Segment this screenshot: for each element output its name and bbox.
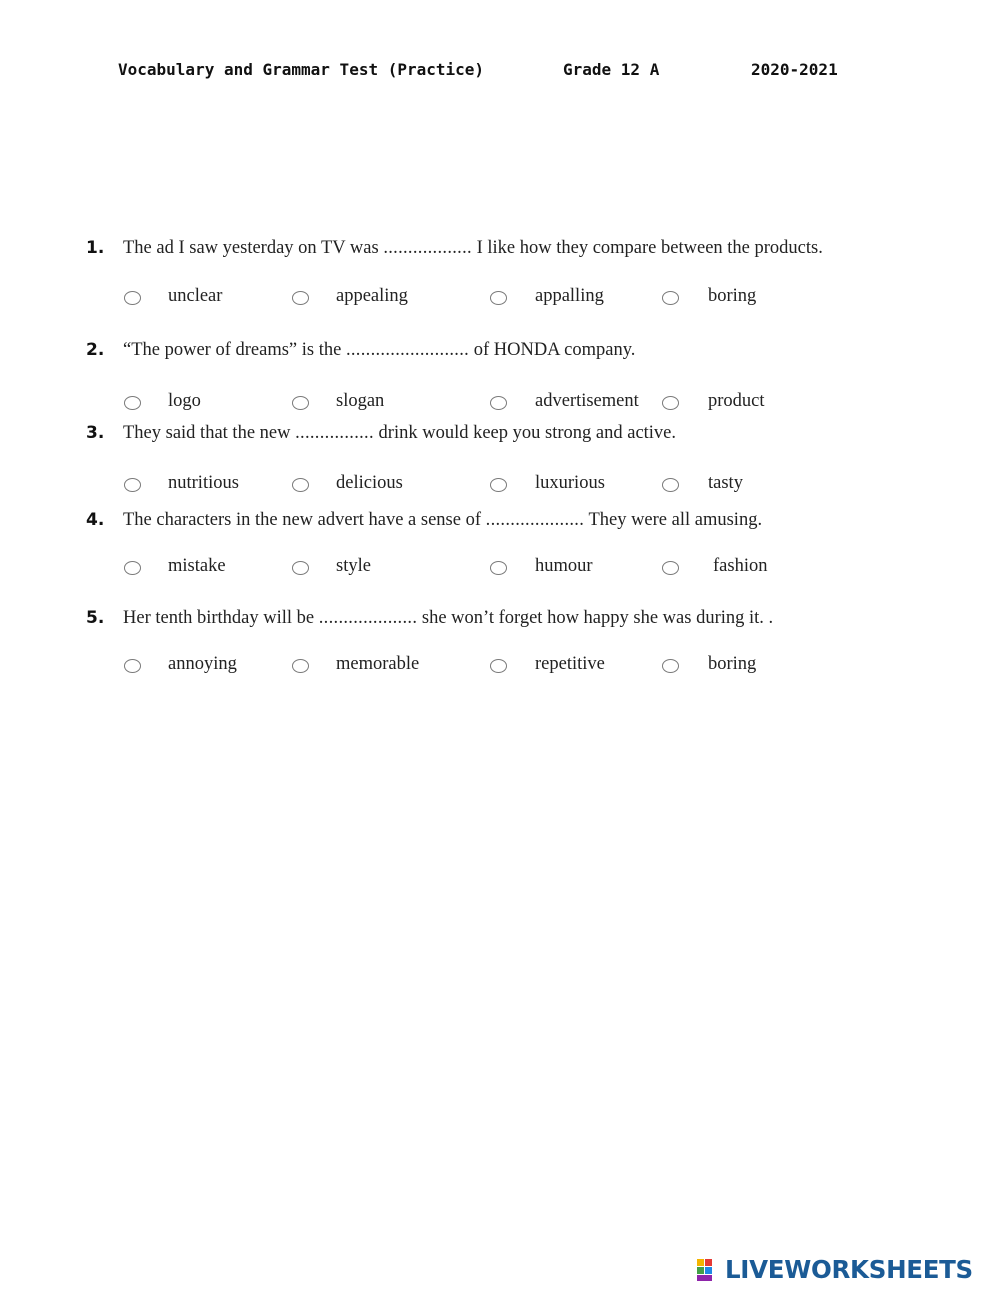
answer-options (86, 556, 966, 582)
radio-circle-icon[interactable] (124, 478, 141, 492)
worksheet-header (0, 60, 1000, 84)
answer-options (86, 473, 966, 499)
question-text (123, 340, 635, 361)
question-stem (86, 510, 966, 536)
option-label: appealing (336, 286, 408, 306)
stem-after: drink would keep you strong and active. (378, 423, 677, 443)
grade-label: Grade 12 A (563, 60, 660, 79)
option-label: tasty (708, 473, 743, 493)
question-5 (86, 608, 966, 680)
stem-after: I like how they compare between the products. (476, 238, 823, 258)
option-label: logo (168, 391, 201, 411)
radio-circle-icon[interactable] (124, 291, 141, 305)
option-label: luxurious (535, 473, 605, 493)
question-3 (86, 423, 966, 499)
test-title: Vocabulary and Grammar Test (Practice) (118, 60, 485, 79)
question-text (123, 238, 823, 259)
logo-text: LIVEWORKSHEETS (725, 1255, 973, 1284)
question-1 (86, 238, 966, 312)
radio-circle-icon[interactable] (490, 478, 507, 492)
option-label: appalling (535, 286, 604, 306)
answer-options (86, 391, 966, 417)
radio-circle-icon[interactable] (490, 291, 507, 305)
question-text (123, 423, 676, 444)
answer-options (86, 286, 966, 312)
question-number: 3. (86, 423, 105, 443)
option-label: mistake (168, 556, 226, 576)
radio-circle-icon[interactable] (292, 396, 309, 410)
radio-circle-icon[interactable] (662, 659, 679, 673)
option-label: memorable (336, 654, 420, 674)
option-label: boring (708, 286, 757, 306)
option-label: unclear (168, 286, 223, 306)
radio-circle-icon[interactable] (124, 396, 141, 410)
option-label: product (708, 391, 765, 411)
option-label: humour (535, 556, 593, 576)
radio-circle-icon[interactable] (662, 478, 679, 492)
question-text (123, 510, 762, 531)
radio-circle-icon[interactable] (662, 396, 679, 410)
question-number: 2. (86, 340, 105, 360)
radio-circle-icon[interactable] (124, 561, 141, 575)
option-label: repetitive (535, 654, 605, 674)
answer-blank: ......................... (345, 340, 470, 360)
question-text (123, 608, 773, 629)
answer-blank: .................... (485, 510, 585, 530)
liveworksheets-logo[interactable] (697, 1255, 993, 1285)
option-label: delicious (336, 473, 403, 493)
liveworksheets-blocks-icon (697, 1259, 721, 1281)
question-number: 5. (86, 608, 105, 628)
stem-before: The ad I saw yesterday on TV was (123, 238, 379, 258)
radio-circle-icon[interactable] (124, 659, 141, 673)
answer-blank: .................... (318, 608, 418, 628)
radio-circle-icon[interactable] (292, 291, 309, 305)
question-2 (86, 340, 966, 417)
question-stem (86, 608, 966, 634)
stem-after: she won’t forget how happy she was during it. . (421, 608, 774, 628)
answer-blank: .................. (383, 238, 472, 258)
option-label: nutritious (168, 473, 239, 493)
question-number: 1. (86, 238, 105, 258)
radio-circle-icon[interactable] (662, 561, 679, 575)
radio-circle-icon[interactable] (662, 291, 679, 305)
option-label: boring (708, 654, 757, 674)
question-stem (86, 340, 966, 366)
radio-circle-icon[interactable] (292, 561, 309, 575)
radio-circle-icon[interactable] (292, 659, 309, 673)
question-stem (86, 423, 966, 449)
radio-circle-icon[interactable] (490, 659, 507, 673)
option-label: slogan (336, 391, 385, 411)
question-4 (86, 510, 966, 582)
radio-circle-icon[interactable] (490, 561, 507, 575)
school-year: 2020-2021 (751, 60, 838, 79)
stem-before: “The power of dreams” is the (123, 340, 342, 360)
option-label: annoying (168, 654, 237, 674)
stem-after: of HONDA company. (473, 340, 636, 360)
stem-after: They were all amusing. (588, 510, 763, 530)
stem-before: The characters in the new advert have a sense of (123, 510, 482, 530)
answer-blank: ................ (295, 423, 374, 443)
option-label: style (336, 556, 371, 576)
option-label: advertisement (535, 391, 639, 411)
stem-before: They said that the new (123, 423, 291, 443)
question-number: 4. (86, 510, 105, 530)
radio-circle-icon[interactable] (292, 478, 309, 492)
answer-options (86, 654, 966, 680)
option-label: fashion (713, 556, 768, 576)
question-stem (86, 238, 966, 264)
radio-circle-icon[interactable] (490, 396, 507, 410)
stem-before: Her tenth birthday will be (123, 608, 315, 628)
